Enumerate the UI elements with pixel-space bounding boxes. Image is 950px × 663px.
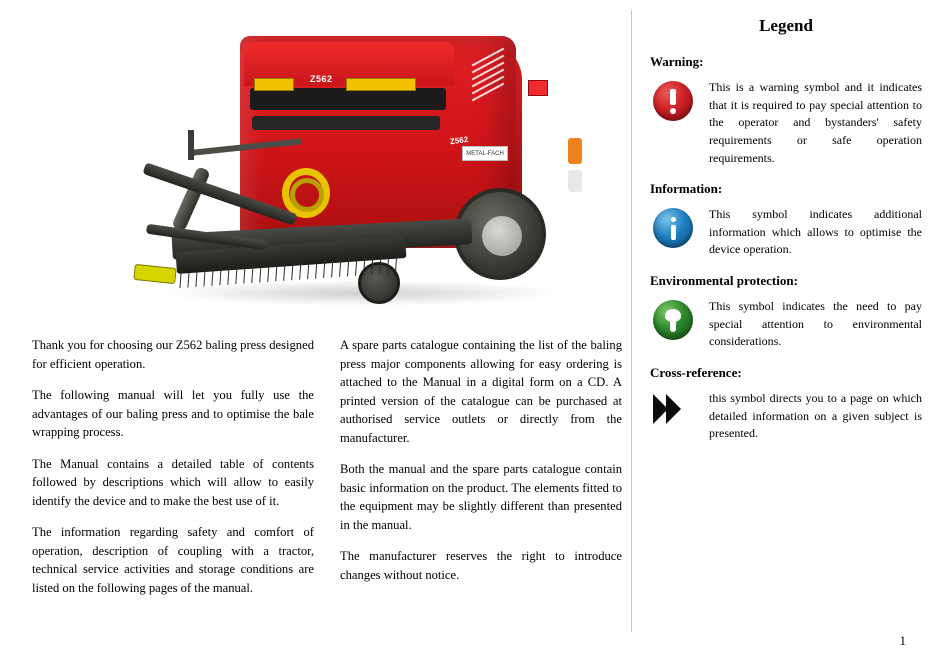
product-photo bbox=[32, 10, 622, 320]
baler-model-label-side: Z562 bbox=[449, 134, 469, 147]
baler-warning-strip-left bbox=[254, 78, 294, 91]
intro-column-left bbox=[32, 336, 314, 597]
baler-black-panel bbox=[250, 88, 446, 110]
legend-entry-cross-reference bbox=[650, 365, 922, 443]
left-content-column bbox=[32, 10, 622, 630]
legend-description: This symbol indicates the need to pay special attention to environmental considerations. bbox=[709, 299, 922, 349]
warning-exclamation-icon bbox=[653, 81, 693, 121]
baler-orange-canister bbox=[568, 138, 582, 164]
legend-description: This is a warning symbol and it indicates that it is required to pay special attention to the operator and bystanders' safety requirements or safe operation requirements. bbox=[709, 80, 922, 165]
baler-illustration bbox=[132, 18, 602, 318]
baler-vent-louvres bbox=[470, 54, 514, 98]
intro-paragraph: Thank you for choosing our Z562 baling press designed for efficient operation. bbox=[32, 338, 314, 371]
intro-paragraph: Both the manual and the spare parts catalogue contain basic information on the product. The elements fitted to the equipment may be slightly different than presented in the manual. bbox=[340, 462, 622, 532]
baler-warning-strip-right bbox=[346, 78, 416, 91]
baler-white-canister bbox=[568, 170, 582, 192]
legend-description: This symbol indicates additional information which allows to optimise the device operation. bbox=[709, 207, 922, 257]
column-divider bbox=[631, 10, 632, 632]
intro-paragraph: A spare parts catalogue containing the list of the baling press major components allowing for easy ordering is attached to the Manual in a digital form on a CD. A printed version of the catalogue can be purchased at authorised service outlets or directly from the manufacturer. bbox=[340, 338, 622, 445]
baler-black-panel-secondary bbox=[252, 116, 440, 130]
intro-column-right bbox=[340, 336, 622, 597]
legend-icon-slot bbox=[650, 206, 696, 248]
legend-heading: Environmental protection: bbox=[650, 273, 798, 288]
legend-entry-environmental bbox=[650, 273, 922, 351]
legend-icon-slot bbox=[650, 79, 696, 121]
legend-heading: Cross-reference: bbox=[650, 364, 742, 380]
legend-heading: Information: bbox=[650, 181, 723, 197]
intro-paragraph: The following manual will let you fully use the advantages of our baling press and to optimise the bale wrapping process. bbox=[32, 388, 314, 439]
double-triangle-arrow-icon bbox=[652, 392, 694, 426]
baler-model-label: Z562 bbox=[310, 74, 333, 84]
intro-paragraph: The information regarding safety and comfort of operation, description of coupling with a tractor, technical service activities and storage conditions are listed on the following pages of the manual. bbox=[32, 525, 314, 595]
introduction-text bbox=[32, 336, 622, 597]
intro-paragraph: The Manual contains a detailed table of contents followed by descriptions which will allow to easily identify the device and to make the best use of it. bbox=[32, 456, 314, 508]
baler-hitch bbox=[133, 264, 176, 284]
legend-icon-slot bbox=[650, 390, 696, 426]
baler-inner-guard-ring bbox=[290, 178, 324, 212]
legend-title: Legend bbox=[759, 16, 813, 35]
legend-entry-warning bbox=[650, 54, 922, 167]
legend-heading: Warning: bbox=[650, 54, 704, 69]
baler-rear-light bbox=[528, 80, 548, 96]
intro-paragraph: The manufacturer reserves the right to introduce changes without notice. bbox=[340, 549, 622, 582]
information-i-icon bbox=[653, 208, 693, 248]
baler-manufacturer-badge: METAL-FACH bbox=[462, 146, 508, 161]
legend-entry-information bbox=[650, 181, 922, 259]
baler-handle bbox=[188, 130, 194, 160]
legend-description: this symbol directs you to a page on which detailed information on a given subject is presented. bbox=[709, 390, 922, 441]
page-number: 1 bbox=[899, 633, 906, 648]
legend-section bbox=[650, 10, 922, 457]
legend-icon-slot bbox=[650, 298, 696, 340]
environment-tree-icon bbox=[653, 300, 693, 340]
